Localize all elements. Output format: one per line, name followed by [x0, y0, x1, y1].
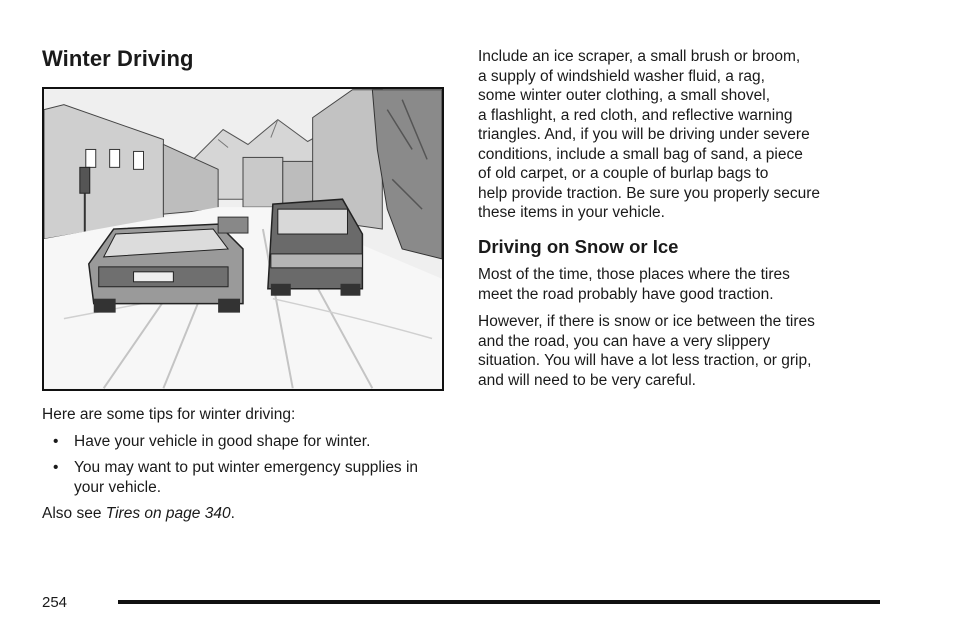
emergency-kit-paragraph — [478, 47, 878, 223]
text-line: a supply of windshield washer fluid, a rag, — [478, 67, 765, 85]
left-body — [42, 405, 442, 531]
bullet-icon: • — [53, 433, 59, 450]
traction-paragraph — [478, 265, 878, 304]
list-item — [42, 458, 442, 498]
text-line: and will need to be very careful. — [478, 371, 696, 389]
text-line: However, if there is snow or ice between the tires — [478, 313, 815, 330]
text-line: a flashlight, a red cloth, and reflective warning — [478, 106, 793, 124]
list-item — [42, 432, 442, 452]
text-line: meet the road probably have good traction. — [478, 285, 774, 303]
section-title: Winter Driving — [42, 46, 194, 71]
cross-reference: Tires on page 340 — [105, 505, 231, 522]
slippery-paragraph — [478, 312, 878, 390]
bullet-icon: • — [53, 459, 59, 476]
also-see-prefix: Also see — [42, 505, 106, 522]
text-line: and the road, you can have a very slippery — [478, 332, 771, 350]
text-line: Most of the time, those places where the tires — [478, 266, 790, 283]
page-number: 254 — [42, 594, 68, 611]
text-line: situation. You will have a lot less traction, or grip, — [478, 352, 812, 369]
tips-list — [42, 432, 442, 498]
text-line: help provide traction. Be sure you properly secure — [478, 184, 821, 202]
also-see-line — [42, 504, 442, 524]
text-line: of old carpet, or a couple of burlap bags to — [478, 165, 769, 182]
subheading: Driving on Snow or Ice — [478, 235, 679, 257]
text-line: conditions, include a small bag of sand, a piece — [478, 145, 803, 163]
text-line: triangles. And, if you will be driving under severe — [478, 126, 810, 143]
list-item-text: Have your vehicle in good shape for winter. — [74, 433, 371, 450]
text-line: these items in your vehicle. — [478, 204, 665, 221]
right-column — [478, 47, 878, 390]
footer-divider — [118, 600, 880, 604]
winter-street-icon — [44, 89, 442, 389]
text-line: some winter outer clothing, a small shovel, — [478, 87, 771, 104]
text-line: Include an ice scraper, a small brush or broom, — [478, 48, 801, 65]
winter-street-illustration — [42, 87, 444, 391]
list-item-text: You may want to put winter emergency supplies in your vehicle. — [74, 459, 419, 496]
tips-intro: Here are some tips for winter driving: — [42, 406, 296, 423]
also-see-suffix: . — [230, 505, 235, 522]
